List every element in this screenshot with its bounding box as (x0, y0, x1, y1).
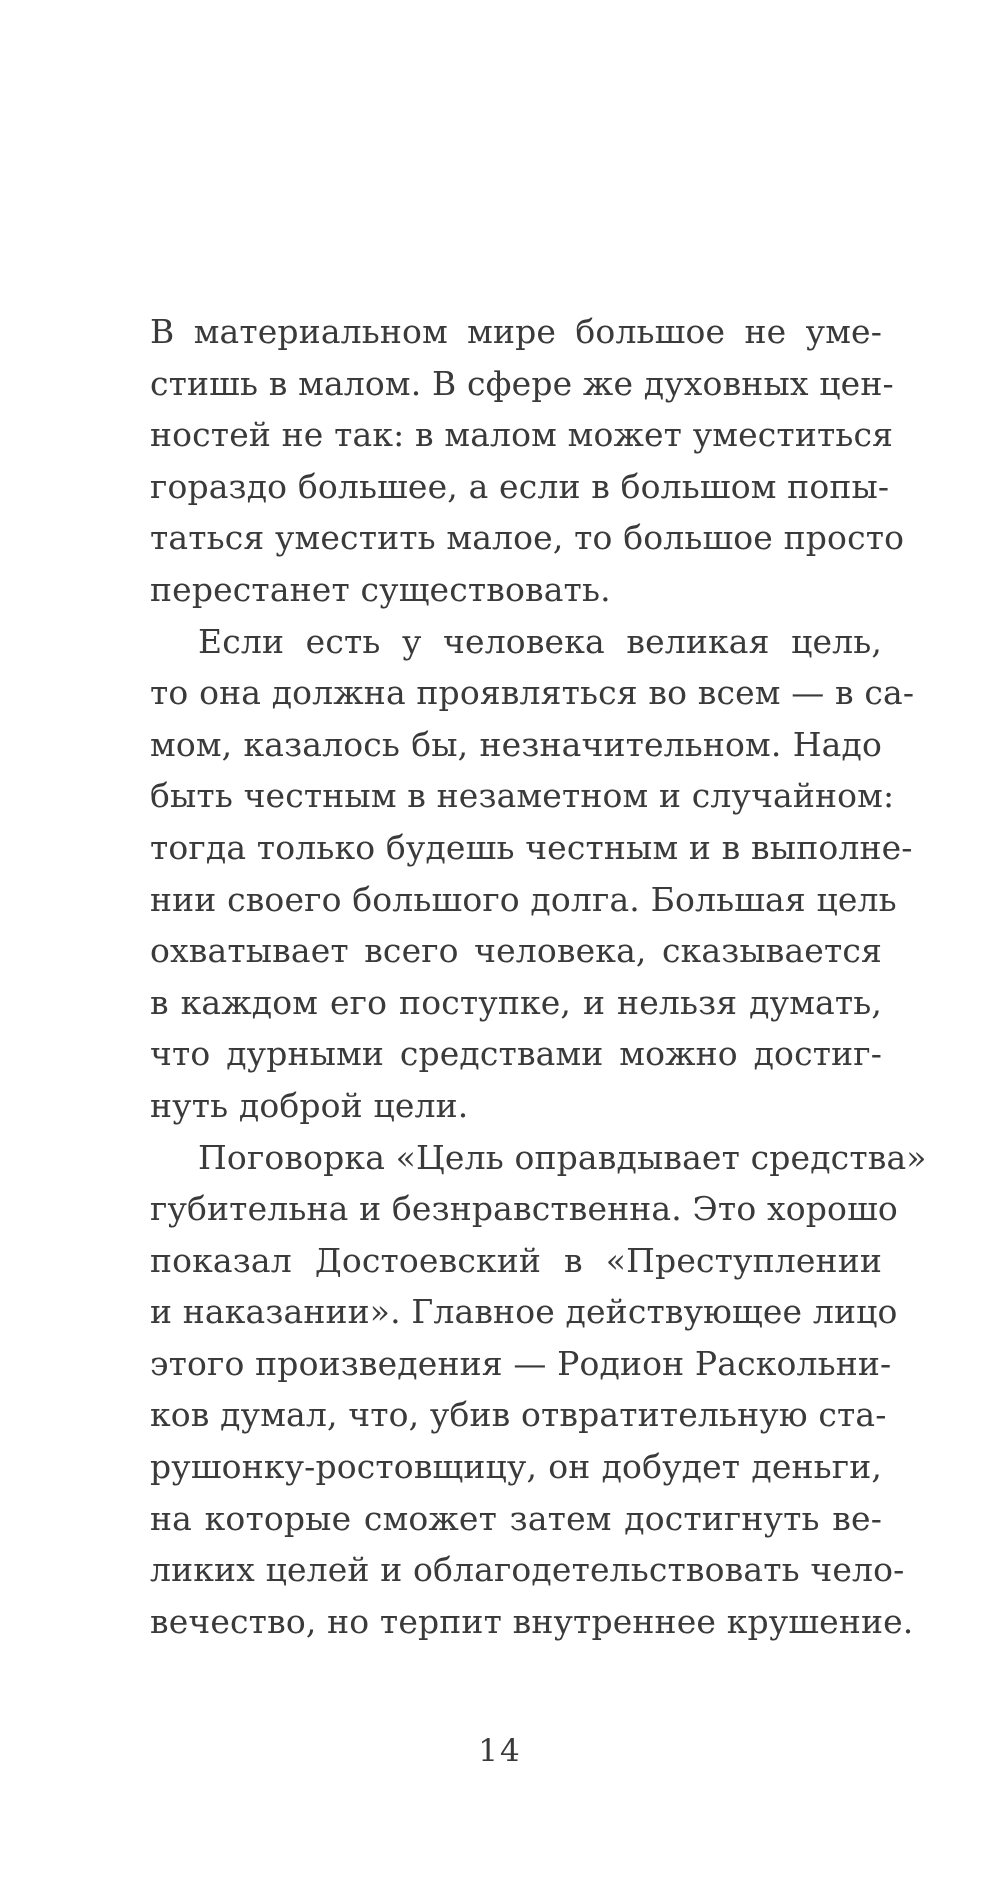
text-line: таться уместить малое, то большое просто (150, 518, 905, 558)
text-line-paragraph-start: Если есть у человека великая цель, (198, 621, 882, 661)
text-line: ностей не так: в малом может уместиться (150, 415, 894, 455)
text-line: нии своего большого долга. Большая цель (150, 879, 897, 919)
text-line: то она должна проявляться во всем — в са- (150, 673, 915, 713)
text-line: гораздо большее, а если в большом попы- (150, 466, 890, 506)
body-text (150, 306, 927, 1647)
text-line: быть честным в незаметном и случайном: (150, 776, 895, 816)
text-line: что дурными средствами можно достиг- (150, 1034, 882, 1074)
text-line: тогда только будешь честным и в выполне- (150, 827, 913, 867)
text-line: ликих целей и облагодетельствовать чело- (150, 1550, 905, 1590)
text-line: стишь в малом. В сфере же духовных цен- (150, 363, 894, 403)
text-line: этого произведения — Родион Раскольни- (150, 1343, 892, 1383)
text-line: показал Достоевский в «Преступлении (150, 1240, 882, 1280)
text-line: рушонку-ростовщицу, он добудет деньги, (150, 1447, 882, 1487)
text-line: мом, казалось бы, незначительном. Надо (150, 724, 882, 764)
page-number: 14 (478, 1733, 522, 1769)
text-line: в каждом его поступке, и нельзя думать, (150, 982, 882, 1022)
text-line: и наказании». Главное действующее лицо (150, 1292, 898, 1332)
text-line: охватывает всего человека, сказывается (150, 931, 882, 971)
text-line: нуть доброй цели. (150, 1085, 469, 1125)
text-line: ков думал, что, убив отвратительную ста- (150, 1395, 887, 1435)
text-line: перестанет существовать. (150, 569, 611, 609)
text-line-paragraph-start: Поговорка «Цель оправдывает средства» (198, 1137, 927, 1177)
text-line: на которые сможет затем достигнуть ве- (150, 1498, 882, 1538)
text-line: В материальном мире большое не уме- (150, 312, 882, 351)
text-line: губительна и безнравственна. Это хорошо (150, 1189, 898, 1229)
text-line: вечество, но терпит внутреннее крушение. (150, 1601, 914, 1641)
